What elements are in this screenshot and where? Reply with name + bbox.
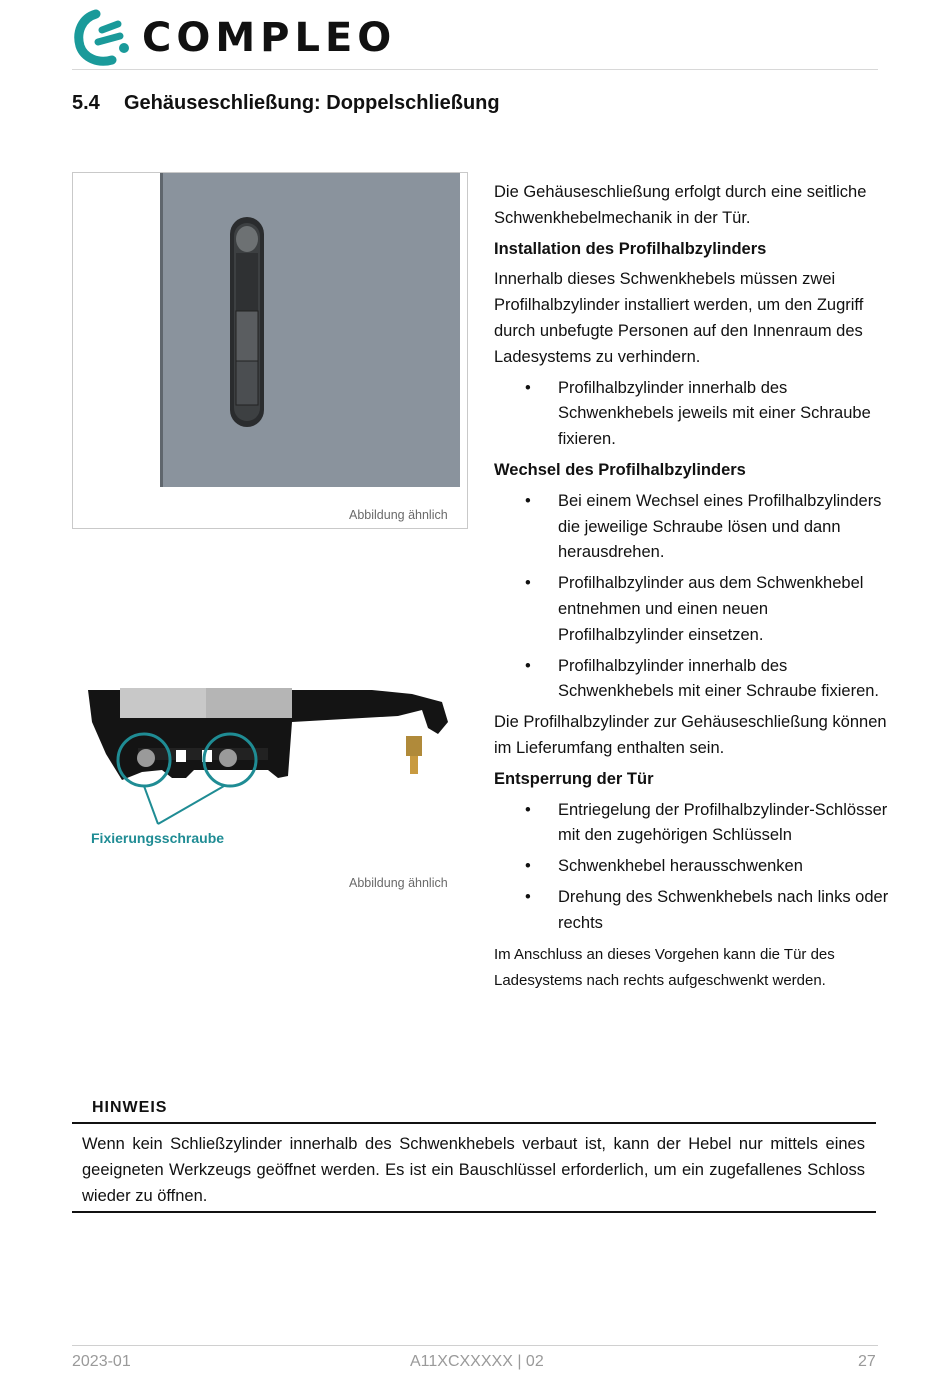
- page-number: 27: [858, 1353, 876, 1370]
- compleo-logo: [72, 8, 397, 66]
- list-item: • Profilhalbzylinder innerhalb des Schwenkhebels mit einer Schraube fixieren.: [494, 654, 889, 706]
- screw-callout-label: Fixierungsschraube: [91, 830, 225, 846]
- change-list: [494, 489, 889, 705]
- list-item: • Entriegelung der Profilhalbzylinder-Schlösser mit den zugehörigen Schlüsseln: [494, 798, 889, 850]
- list-item: • Schwenkhebel herausschwenken: [494, 854, 889, 880]
- note-top-rule: [72, 1122, 876, 1124]
- closing-paragraph: Im Anschluss an dieses Vorgehen kann die Tür des Ladesystems nach rechts aufgeschwenkt werden.: [494, 945, 835, 989]
- section-heading: [72, 90, 500, 116]
- installation-list: [494, 376, 889, 453]
- list-item: • Profilhalbzylinder innerhalb des Schwenkhebels jeweils mit einer Schraube fixieren.: [494, 376, 889, 453]
- note-bottom-rule: [72, 1211, 876, 1213]
- intro-paragraph: Die Gehäuseschließung erfolgt durch eine seitliche Schwenkhebelmechanik in der Tür.: [494, 183, 867, 227]
- lock-mechanism-image: [82, 680, 462, 830]
- figure-lock-mechanism: [82, 680, 462, 855]
- instructions-column: [494, 180, 889, 999]
- change-heading: Wechsel des Profilhalbzylinders: [494, 460, 746, 479]
- logo-mark-icon: [72, 8, 136, 66]
- door-panel-image: [160, 173, 460, 487]
- list-item: • Drehung des Schwenkhebels nach links oder rechts: [494, 885, 889, 937]
- section-number: 5.4: [72, 92, 100, 114]
- footer-divider: [72, 1345, 878, 1346]
- delivery-paragraph: Die Profilhalbzylinder zur Gehäuseschließung können im Lieferumfang enthalten sein.: [494, 713, 887, 757]
- header-divider: [72, 69, 878, 70]
- footer-document-id: A11XCXXXXX | 02: [410, 1353, 544, 1370]
- list-item: • Bei einem Wechsel eines Profilhalbzylinders die jeweilige Schraube lösen und dann herausdrehen.: [494, 489, 889, 566]
- footer-date: 2023-01: [72, 1353, 131, 1370]
- unlock-heading: Entsperrung der Tür: [494, 769, 654, 788]
- installation-paragraph: Innerhalb dieses Schwenkhebels müssen zwei Profilhalbzylinder installiert werden, um den Zugriff durch unbefugte Personen auf den Innenraum des Ladesystems zu verhindern.: [494, 270, 864, 366]
- figure-caption: Abbildung ähnlich: [349, 508, 448, 522]
- logo-wordmark: COMPLEO: [142, 15, 397, 61]
- installation-heading: Installation des Profilhalbzylinders: [494, 239, 767, 258]
- figure-caption: Abbildung ähnlich: [349, 876, 448, 890]
- figure-swing-lever: [72, 172, 468, 529]
- unlock-list: [494, 798, 889, 937]
- note-title: HINWEIS: [92, 1099, 168, 1116]
- list-item: • Profilhalbzylinder aus dem Schwenkhebel entnehmen und einen neuen Profilhalbzylinder einsetzen.: [494, 571, 889, 648]
- note-text: Wenn kein Schließzylinder innerhalb des Schwenkhebels verbaut ist, kann der Hebel nur mittels eines geeigneten Werkzeugs geöffnet werden. Es ist ein Bauschlüssel erforderlich, um ein zugefallenes Schloss wieder zu öffnen.: [82, 1135, 865, 1205]
- section-title: Gehäuseschließung: Doppelschließung: [124, 92, 500, 114]
- swing-lever-image: [163, 173, 463, 487]
